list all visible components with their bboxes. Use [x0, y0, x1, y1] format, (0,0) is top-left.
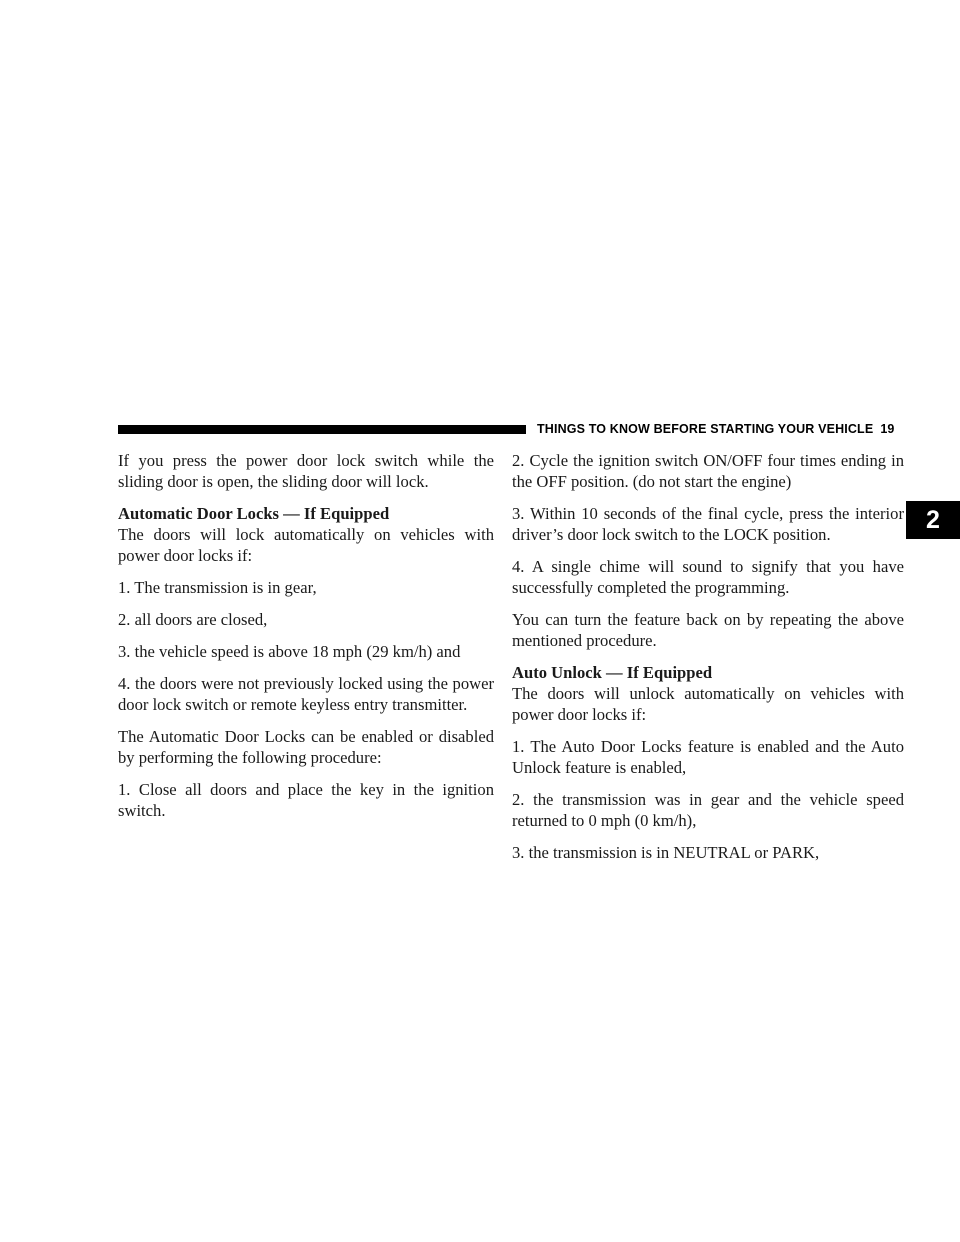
condition-item: 2. the transmission was in gear and the vehicle speed returned to 0 mph (0 km/h),: [512, 790, 904, 830]
condition-item: 2. all doors are closed,: [118, 610, 268, 629]
lead-paragraph: The doors will unlock automatically on vehicles with power door locks if:: [512, 684, 904, 724]
procedure-step: 4. A single chime will sound to signify that you have successfully completed the programming.: [512, 557, 904, 597]
section-heading-auto-unlock: Auto Unlock — If Equipped: [512, 663, 713, 682]
condition-item: 3. the transmission is in NEUTRAL or PARK,: [512, 843, 820, 862]
repeat-note: You can turn the feature back on by repeating the above mentioned procedure.: [512, 610, 904, 650]
procedure-step: 2. Cycle the ignition switch ON/OFF four times ending in the OFF position. (do not start the engine): [512, 451, 904, 491]
procedure-step: 3. Within 10 seconds of the final cycle, press the interior driver’s door lock switch to the LOCK position.: [512, 504, 904, 544]
condition-item: 3. the vehicle speed is above 18 mph (29 km/h) and: [118, 642, 461, 661]
left-column: [118, 450, 494, 821]
chapter-tab: 2: [906, 501, 960, 539]
running-header: [537, 420, 895, 438]
condition-item: 1. The Auto Door Locks feature is enabled and the Auto Unlock feature is enabled,: [512, 737, 904, 777]
condition-item: 1. The transmission is in gear,: [118, 578, 317, 597]
condition-item: 4. the doors were not previously locked using the power door lock switch or remote keyless entry transmitter.: [118, 674, 494, 714]
lead-paragraph: The doors will lock automatically on vehicles with power door locks if:: [118, 525, 494, 565]
section-title: THINGS TO KNOW BEFORE STARTING YOUR VEHICLE: [537, 422, 874, 436]
header-rule: [118, 425, 526, 434]
right-column: [512, 450, 904, 863]
intro-paragraph: If you press the power door lock switch while the sliding door is open, the sliding door will lock.: [118, 451, 494, 491]
procedure-intro: The Automatic Door Locks can be enabled or disabled by performing the following procedure:: [118, 727, 494, 767]
section-heading-auto-locks: Automatic Door Locks — If Equipped: [118, 504, 390, 523]
procedure-step: 1. Close all doors and place the key in the ignition switch.: [118, 780, 494, 820]
page-number: 19: [880, 422, 895, 436]
